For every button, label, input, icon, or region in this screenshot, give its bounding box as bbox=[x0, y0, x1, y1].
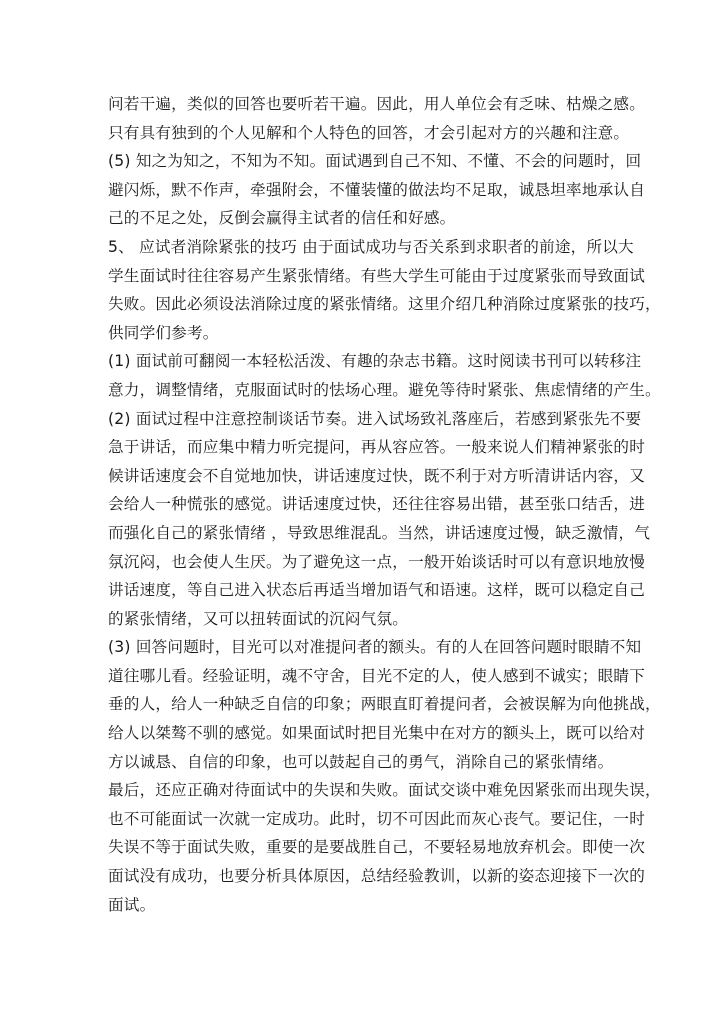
text-line: 讲话速度，等自己进入状态后再适当增加语气和语速。这样，既可以稳定自己 bbox=[108, 581, 645, 600]
text-line: 只有具有独到的个人见解和个人特色的回答，才会引起对方的兴趣和注意。 bbox=[108, 123, 630, 142]
text-line: 己的不足之处，反倒会赢得主试者的信任和好感。 bbox=[108, 209, 456, 228]
text-line: (1) 面试前可翻阅一本轻松活泼、有趣的杂志书籍。这时阅读书刊可以转移注 bbox=[108, 352, 642, 371]
text-line: 供同学们参考。 bbox=[108, 323, 219, 342]
text-line: 问若干遍，类似的回答也要听若干遍。因此，用人单位会有乏味、枯燥之感。 bbox=[108, 95, 645, 113]
text-line: 学生面试时往往容易产生紧张情绪。有些大学生可能由于过度紧张而导致面试 bbox=[108, 266, 645, 285]
text-line: 失败。因此必须设法消除过度的紧张情绪。这里介绍几种消除过度紧张的技巧， bbox=[108, 295, 661, 314]
text-line: 候讲话速度会不自觉地加快，讲话速度过快，既不利于对方听清讲话内容，又 bbox=[108, 466, 645, 485]
text-line: 方以诚恳、自信的印象，也可以鼓起自己的勇气，消除自己的紧张情绪。 bbox=[108, 752, 614, 771]
text-line: 垂的人，给人一种缺乏自信的印象；两眼直盯着提问者，会被误解为向他挑战， bbox=[108, 695, 661, 714]
text-line: 急于讲话，而应集中精力听完提问，再从容应答。一般来说人们精神紧张的时 bbox=[108, 438, 645, 457]
section-heading-line: 5、 应试者消除紧张的技巧 由于面试成功与否关系到求职者的前途，所以大 bbox=[108, 237, 634, 256]
text-line: 会给人一种慌张的感觉。讲话速度过快，还往往容易出错，甚至张口结舌，进 bbox=[108, 495, 645, 514]
text-line: 面试没有成功，也要分析具体原因，总结经验教训，以新的姿态迎接下一次的 bbox=[108, 867, 645, 886]
text-line: 失误不等于面试失败，重要的是要战胜自己，不要轻易地放弃机会。即使一次 bbox=[108, 838, 645, 857]
text-line: 而强化自己的紧张情绪 ，导致思维混乱。当然，讲话速度过慢，缺乏激情，气 bbox=[108, 523, 651, 542]
text-line: 的紧张情绪，又可以扭转面试的沉闷气氛。 bbox=[108, 609, 409, 628]
text-line: 避闪烁，默不作声，牵强附会，不懂装懂的做法均不足取，诚恳坦率地承认自 bbox=[108, 180, 645, 199]
text-line: 意力，调整情绪，克服面试时的怯场心理。避免等待时紧张、焦虑情绪的产生。 bbox=[108, 380, 661, 399]
text-line: 也不可能面试一次就一定成功。此时，切不可因此而灰心丧气。要记住，一时 bbox=[108, 809, 645, 828]
text-line: 给人以桀骜不驯的感觉。如果面试时把目光集中在对方的额头上，既可以给对 bbox=[108, 724, 645, 743]
text-line: (2) 面试过程中注意控制谈话节奏。进入试场致礼落座后，若感到紧张先不要 bbox=[108, 409, 642, 428]
text-line: (5) 知之为知之，不知为不知。面试遇到自己不知、不懂、不会的问题时，回 bbox=[108, 152, 642, 171]
text-line: (3) 回答问题时，目光可以对准提问者的额头。有的人在回答问题时眼睛不知 bbox=[108, 638, 642, 657]
text-line: 最后，还应正确对待面试中的失误和失败。面试交谈中难免因紧张而出现失误， bbox=[108, 781, 661, 800]
text-line: 道往哪儿看。经验证明，魂不守舍，目光不定的人，使人感到不诚实；眼睛下 bbox=[108, 666, 645, 685]
document-page bbox=[108, 90, 661, 919]
text-line: 面试。 bbox=[108, 895, 156, 914]
text-line: 氛沉闷，也会使人生厌。为了避免这一点，一般开始谈话时可以有意识地放慢 bbox=[108, 552, 645, 571]
